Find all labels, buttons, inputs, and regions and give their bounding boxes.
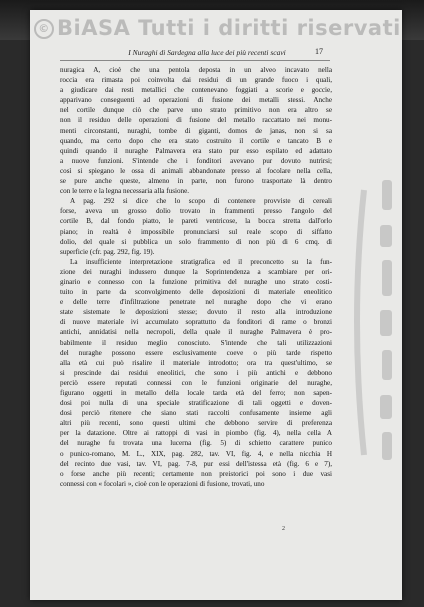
- copyright-icon: ©: [34, 19, 54, 39]
- body-line: piano; in realtà è impossibile pronunciarsi sul reale scopo di siffatto: [60, 227, 332, 236]
- body-line: tuito in parte da sconvolgimento delle deposizioni di materiale eneolitico: [60, 288, 332, 297]
- body-line: a giudicare dai resti metallici che contenevano foggiati a scorie e goccie,: [60, 86, 332, 95]
- body-line: del recinto due vasi, tav. VI, pag. 7-8, pur essi dell'istessa età (fig. 6 e 7),: [60, 459, 332, 468]
- body-line: babilmente il residuo meglio conosciuto. S'intende che tali utilizzazioni: [60, 338, 332, 347]
- body-line: e delle terre d'infiltrazione penetrate nel nuraghe dopo che vi erano: [60, 298, 332, 307]
- body-line: perciò essere reputati connessi con le funzioni originarie del nuraghe,: [60, 378, 332, 387]
- body-line: di nuove materiale ivi accumulato soprattutto da fonditori di rame o bronzi: [60, 318, 332, 327]
- body-line: figurano oggetti in metallo della locale tarda età del ferro; non sapen-: [60, 389, 332, 397]
- body-line: state sistemate le deposizioni stesse; dovuto il resto alla introduzione: [60, 308, 332, 317]
- archive-stamp-image: [342, 170, 412, 470]
- body-line: o forse anche più recenti; certamente non preistorici poi sono i due vasi: [60, 469, 332, 478]
- body-line: dosi poi nulla di una speciale stratificazione di tali oggetti e doven-: [60, 399, 332, 408]
- body-line: forse, aveva un grosso dolio trovato in frammenti presso l'angolo del: [60, 207, 332, 216]
- body-line: si prescinde dai residui eneolitici, che sono i più antichi e debbono: [60, 368, 332, 377]
- body-line: roccia era rimasta poi coinvolta dai residui di un grande fuoco i quali,: [60, 76, 332, 85]
- body-line: quando, ma certo dopo che era stato costruito il cortile e tancato B e: [60, 136, 332, 145]
- body-line: così si spiegano le ossa di animali abbandonate presso al focolare nella cella,: [60, 166, 332, 175]
- copyright-watermark: [34, 16, 401, 40]
- body-line: se pure anche queste, almeno in parte, non furono trasportate là dentro: [60, 177, 332, 186]
- body-line: La insufficiente interpretazione stratigrafica ed il preconcetto su la fun-: [70, 257, 332, 266]
- body-line: per la datazione. Oltre ai rattoppi di vasi in piombo (fig. 4), nella cella A: [60, 429, 332, 438]
- body-line: del nuraghe possono essere esclusivamente coeve o più tarde rispetto: [60, 348, 332, 357]
- body-line: menti circonstanti, nuraghi, tombe di giganti, domos de janas, non si sa: [60, 126, 332, 135]
- footer-mark: 2: [282, 526, 285, 532]
- running-head: I Nuraghi di Sardegna alla luce dei più recenti scavi: [128, 48, 286, 57]
- body-line: nuragica A, cioè che una pentola deposta in un alveo incavato nella: [60, 66, 332, 74]
- body-line: non il residuo delle operazioni di fusione del metallo raccattato nei monu-: [60, 116, 332, 125]
- body-line: zione dei nuraghi indussero dunque la Soprintendenza a scambiare per ori-: [60, 267, 332, 276]
- body-line: apparivano conseguenti ad operazioni di fusione dei metalli stessi. Anche: [60, 96, 332, 105]
- body-line: dosi perciò ritenere che siano stati raccolti confusamente insieme agli: [60, 409, 332, 418]
- page-number: 17: [315, 47, 323, 56]
- body-line: superficie (cfr. pag. 292, fig. 19).: [60, 247, 155, 256]
- body-line: a nuove funzioni. S'intende che i fonditori avevano pur dovuto nutrirsi;: [60, 156, 332, 165]
- body-line: A pag. 292 si dice che lo scopo di contenere provviste di cereali: [70, 197, 332, 206]
- body-line: dolio, del quale si pubblica un solo frammento di non più di 6 cmq. di: [60, 237, 332, 246]
- body-line: antichi, annidatisi nella necropoli, della quale il nuraghe Palmavera è pro-: [60, 328, 332, 337]
- body-text: [60, 65, 332, 489]
- body-line: o punico-romano, M. L., XIX, pag. 282, tav. VI, fig. 4, e nella nicchia H: [60, 449, 332, 458]
- body-line: cortile B, dal fondo piatto, le pareti ventricose, la bocca stretta dall'orlo: [60, 217, 332, 226]
- body-line: ginario e connesso con la funzione primitiva del nuraghe uno strato costi-: [60, 277, 332, 286]
- body-line: quindi quando il nuraghe Palmavera era stato pur esso espilato ed adattato: [60, 146, 332, 155]
- body-line: nel cortile dunque ciò che parve uno strato primitivo non era altro se: [60, 106, 332, 115]
- body-line: del nuraghe fu trovata una lucerna (fig. 5) di schietto carattere punico: [60, 439, 332, 448]
- body-line: altri più recenti, sono questi ultimi che debbono servire di preferenza: [60, 419, 332, 428]
- watermark-text: BiASA Tutti i diritti riservati: [57, 16, 401, 40]
- header-divider: [60, 60, 330, 61]
- body-line: connessi con « focolari », cioè con le operazioni di fusione, trovati, uno: [60, 479, 265, 488]
- document-page: [30, 10, 402, 600]
- body-line: alla età cui può risalire il materiale introdotto; ora tra quest'ultimo, se: [60, 358, 332, 367]
- body-line: con le terre e la legna necessaria alla fusione.: [60, 187, 190, 196]
